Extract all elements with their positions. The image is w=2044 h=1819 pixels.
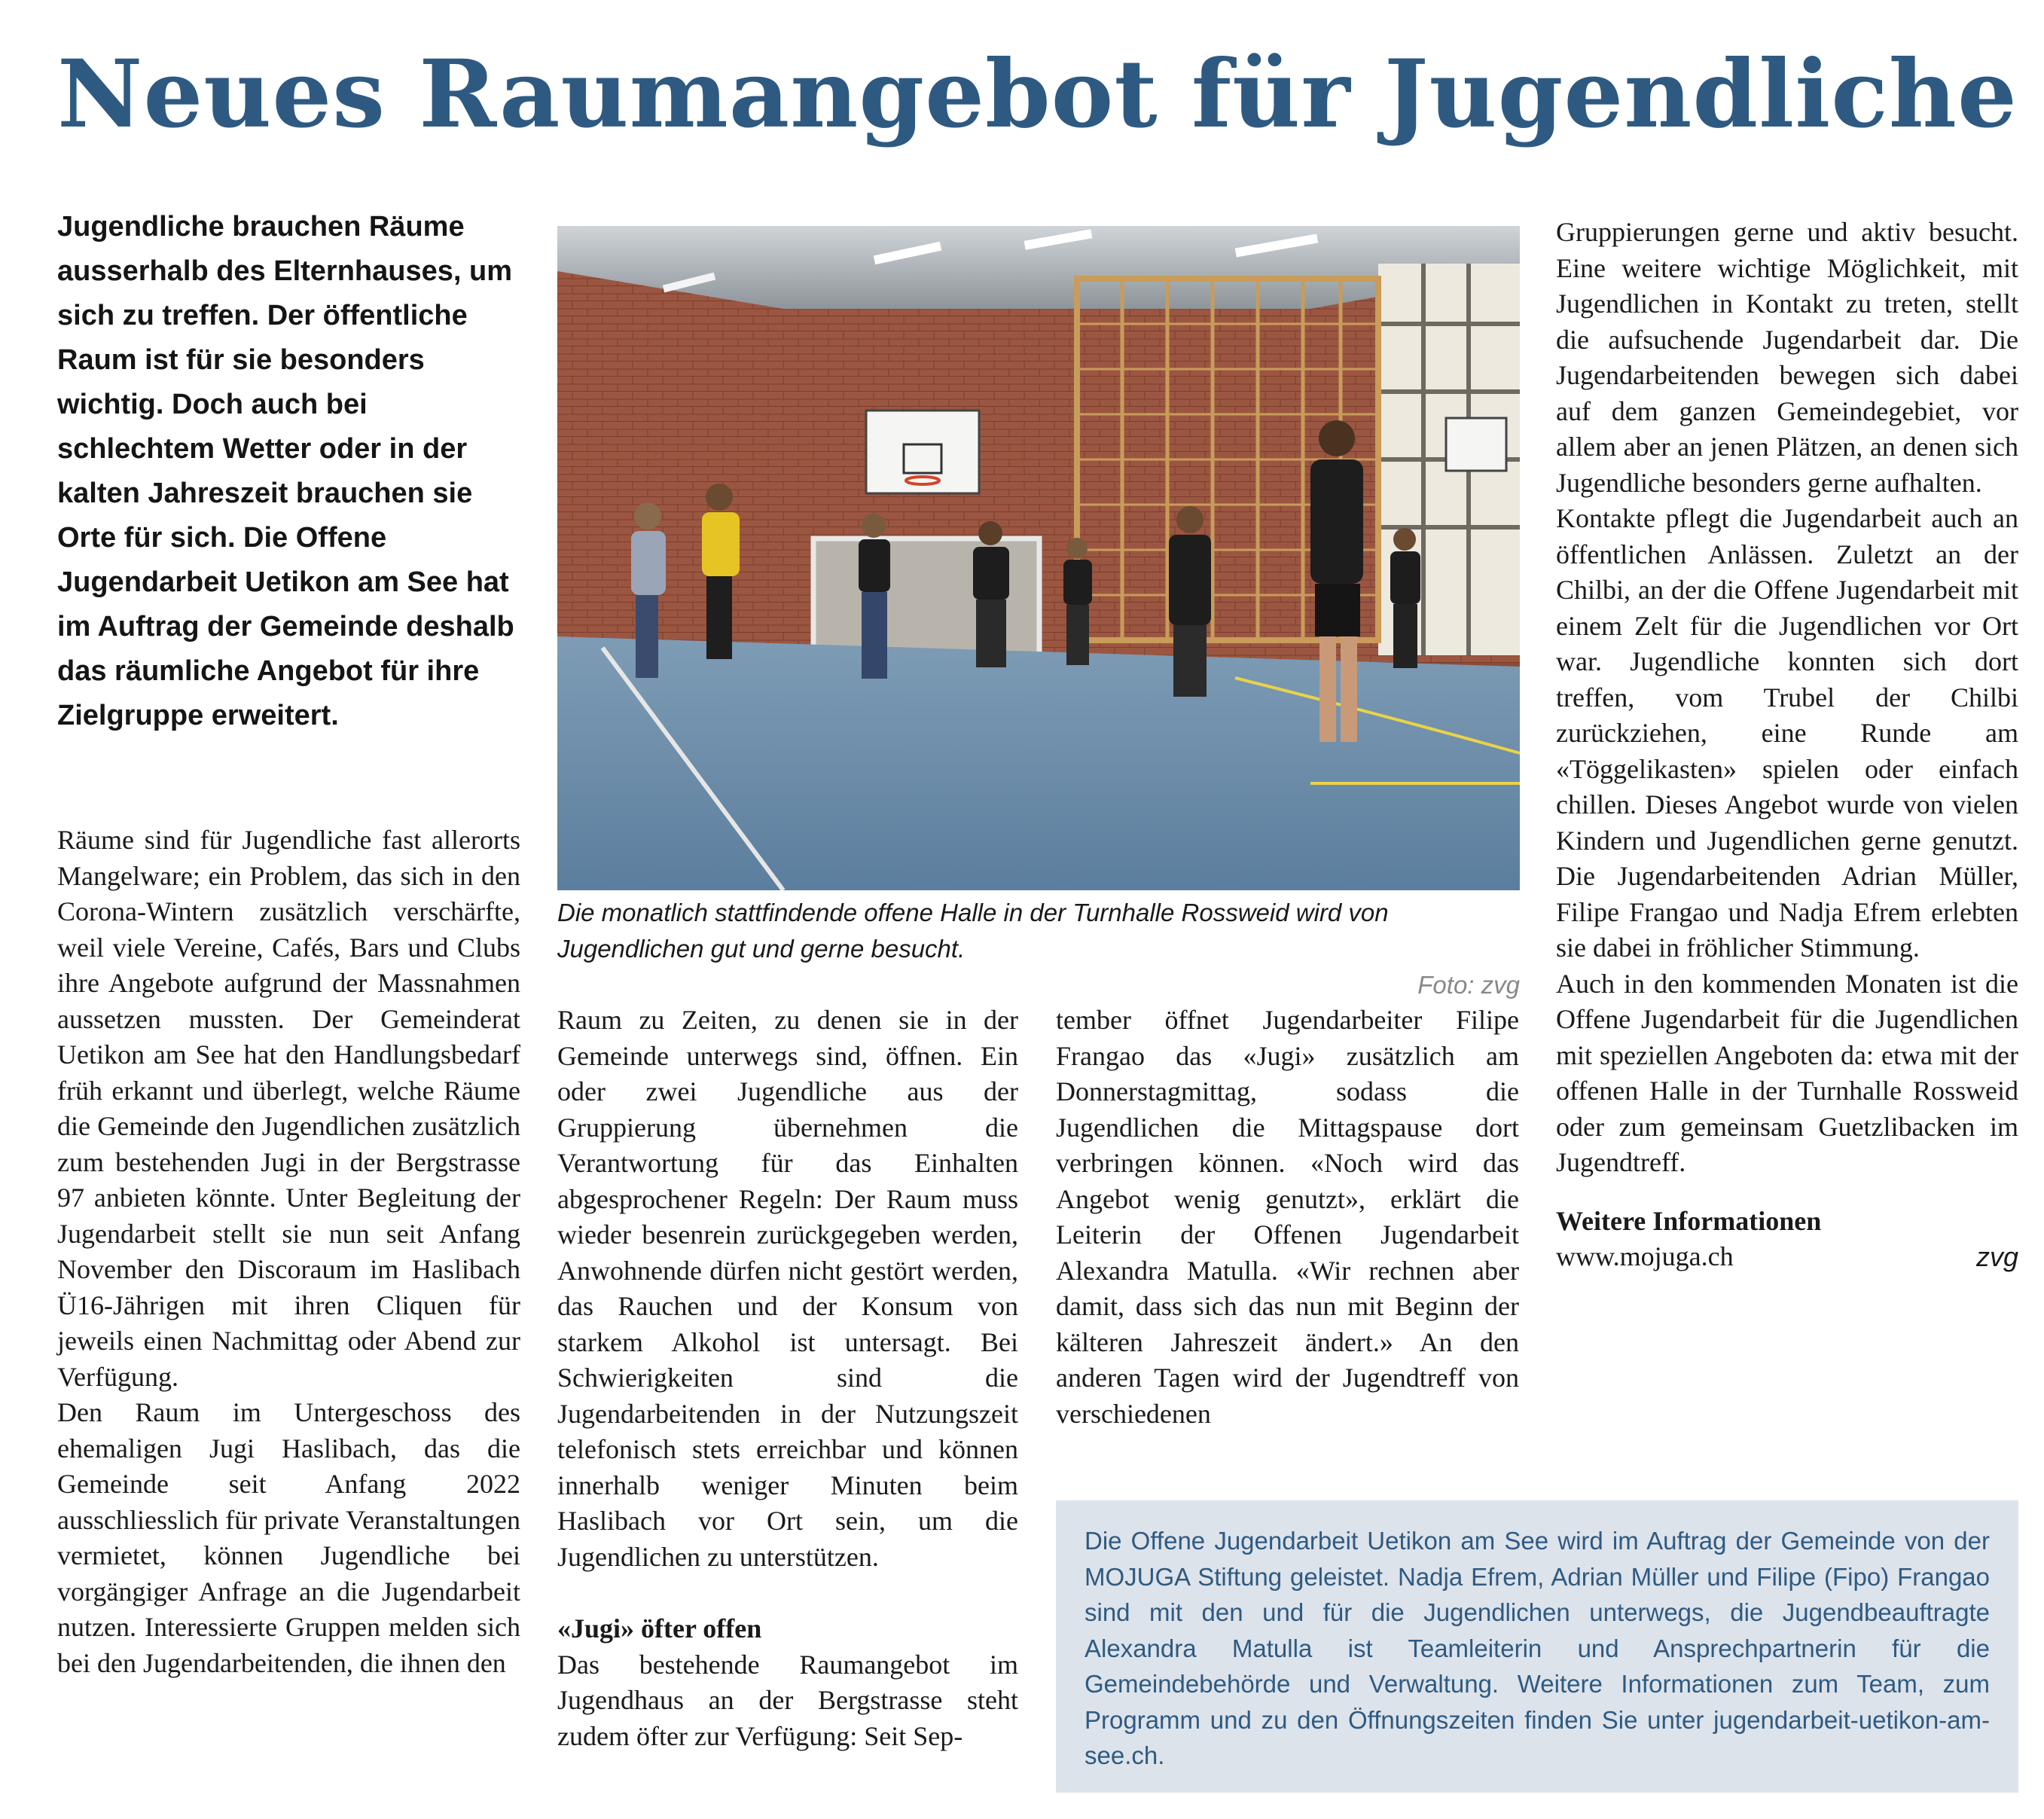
info-url-link[interactable]: www.mojuga.ch [1556, 1241, 1734, 1271]
body-column-1 [57, 823, 520, 1681]
info-heading: Weitere Informationen [1556, 1205, 1822, 1236]
body-paragraph: Räume sind für Jugendliche fast allerorts Mangelware; ein Problem, das sich in den Corona-Wintern zusätzlich verschärfte, weil viele Vereine, Cafés, Bars und Clubs ihre Angebote aufgrund der Massnahmen aussetzen mussten. Der Gemeinderat Uetikon am See hat den Handlungsbedarf früh erkannt und überlegt, welche Räume die Gemeinde den Jugendlichen zusätzlich zum bestehenden Jugi in der Bergstrasse 97 anbieten könnte. Unter Begleitung der Jugendarbeit stellt sie nun seit Anfang November den Discoraum im Haslibach Ü16-Jährigen mit ihren Cliquen für jeweils einen Nachmittag oder Abend zur Verfügung. [57, 825, 520, 1392]
body-column-4 [1556, 215, 2018, 1275]
section-subheading: «Jugi» öfter offen [557, 1613, 762, 1644]
body-column-2 [557, 1003, 1018, 1754]
photo-credit: Foto: zvg [1417, 971, 1520, 999]
article-photo [557, 226, 1520, 890]
body-paragraph: tember öffnet Jugendarbeiter Filipe Frangao das «Jugi» zusätzlich am Donnerstagmittag, sodass die Jugendlichen die Mittagspause dort verbringen können. «Noch wird das Angebot wenig genutzt», erklärt die Leiterin der Offenen Jugendarbeit Alexandra Matulla. «Wir rechnen aber damit, dass sich das nun mit Beginn der kälteren Jahreszeit ändert.» An den anderen Tagen wird der Jugendtreff von verschiedenen [1056, 1005, 1519, 1429]
body-column-3 [1056, 1003, 1519, 1432]
body-paragraph: Kontakte pflegt die Jugendarbeit auch an öffentlichen Anlässen. Zuletzt an der Chilbi, an der die Offene Jugendarbeit mit einem Zelt für die Jugendlichen vor Ort war. Jugendliche konnten sich dort treffen, vom Trubel der Chilbi zurückziehen, eine Runde am «Töggelikasten» spielen oder einfach chillen. Dieses Angebot wurde von vielen Kindern und Jugendlichen gerne genutzt. Die Jugendarbeitenden Adrian Müller, Filipe Frangao und Nadja Efrem erlebten sie dabei in fröhlicher Stimmung. [1556, 503, 2018, 963]
article-headline: Neues Raumangebot für Jugendliche [57, 40, 2018, 149]
info-line [1556, 1239, 2018, 1275]
body-paragraph: Das bestehende Raumangebot im Jugendhaus an der Bergstrasse steht zudem öfter zur Verfügung: Seit Sep- [557, 1649, 1018, 1751]
photo-caption [557, 895, 1520, 1003]
body-paragraph: Raum zu Zeiten, zu denen sie in der Gemeinde unterwegs sind, öffnen. Ein oder zwei Jugendliche aus der Gruppierung übernehmen die Verantwortung für das Einhalten abgesprochener Regeln: Der Raum muss wieder besenrein zurückgegeben werden, Anwohnende dürfen nicht gestört werden, das Rauchen und der Konsum von starkem Alkohol ist untersagt. Bei Schwierigkeiten sind die Jugendarbeitenden in der Nutzungszeit telefonisch stets erreichbar und können innerhalb weniger Minuten beim Haslibach vor Ort sein, um die Jugendlichen zu unterstützen. [557, 1005, 1018, 1572]
body-paragraph: Gruppierungen gerne und aktiv besucht. Eine weitere wichtige Möglichkeit, mit Jugendlichen in Kontakt zu treten, stellt die aufsuchende Jugendarbeit dar. Die Jugendarbeitenden bewegen sich dabei auf dem ganzen Gemeindegebiet, vor allem aber an jenen Plätzen, an denen sich Jugendliche besonders gerne aufhalten. [1556, 217, 2018, 498]
article-lead: Jugendliche brauchen Räume ausserhalb des Elternhauses, um sich zu treffen. Der öffentliche Raum ist für sie besonders wichtig. Doch auch bei schlechtem Wetter oder in der kalten Jahreszeit brauchen sie Orte für sich. Die Offene Jugendarbeit Uetikon am See hat im Auftrag der Gemeinde deshalb das räumliche Angebot für ihre Zielgruppe erweitert. [57, 211, 514, 731]
body-paragraph: Den Raum im Untergeschoss des ehemaligen Jugi Haslibach, das die Gemeinde seit Anfang 2022 ausschliesslich für private Veranstaltungen vermietet, können Jugendliche bei vorgängiger Anfrage an die Jugendarbeit nutzen. Interessierte Gruppen melden sich bei den Jugendarbeitenden, die ihnen den [57, 1397, 520, 1678]
info-box: Die Offene Jugendarbeit Uetikon am See wird im Auftrag der Gemeinde von der MOJUGA Stiftung geleistet. Nadja Efrem, Adrian Müller und Filipe (Fipo) Frangao sind mit den und für die Jugendlichen unterwegs, die Jugendbeauftragte Alexandra Matulla ist Teamleiterin und Ansprechpartnerin für die Gemeindebehörde und Verwaltung. Weitere Informationen zum Team, zum Programm und zu den Öffnungszeiten finden Sie unter jugendarbeit-uetikon-am-see.ch. [1056, 1500, 2018, 1793]
photo-caption-text: Die monatlich stattfindende offene Halle in der Turnhalle Rossweid wird von Jugendlichen gut und gerne besucht. [557, 899, 1389, 963]
body-paragraph: Auch in den kommenden Monaten ist die Offene Jugendarbeit für die Jugendlichen mit speziellen Angeboten da: etwa mit der offenen Halle in der Turnhalle Rossweid oder zum gemeinsam Guetzlibacken im Jugendtreff. [1556, 968, 2018, 1177]
author-credit: zvg [1975, 1241, 2018, 1272]
gym-hall-illustration [557, 226, 1520, 890]
